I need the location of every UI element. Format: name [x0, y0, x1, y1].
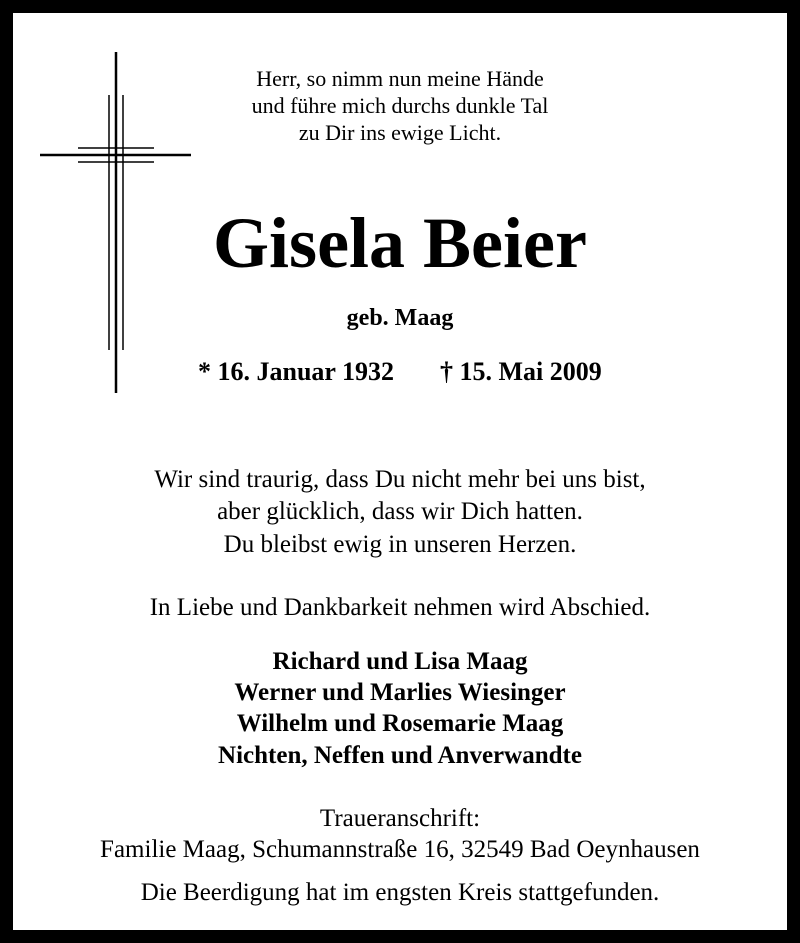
verse-line-1: Herr, so nimm nun meine Hände — [256, 66, 544, 91]
farewell-line: In Liebe und Dankbarkeit nehmen wird Abschied. — [149, 594, 651, 621]
funeral-note: Die Beerdigung hat im engsten Kreis stattgefunden. — [140, 879, 660, 906]
date-died: † 15. Mai 2009 — [440, 357, 602, 386]
date-born: * 16. Januar 1932 — [198, 357, 394, 386]
deceased-name: Gisela Beier — [213, 203, 587, 283]
birth-name: geb. Maag — [346, 305, 454, 331]
mourner-2: Werner und Marlies Wiesinger — [234, 679, 566, 706]
message-line-1: Wir sind traurig, dass Du nicht mehr bei uns bist, — [154, 466, 646, 493]
verse-line-3: zu Dir ins ewige Licht. — [298, 120, 502, 145]
address-label: Traueranschrift: — [319, 805, 481, 832]
address: Familie Maag, Schumannstraße 16, 32549 Bad Oeynhausen — [100, 836, 700, 863]
mourner-4: Nichten, Neffen und Anverwandte — [218, 742, 582, 769]
message-line-3: Du bleibst ewig in unseren Herzen. — [223, 531, 577, 558]
mourner-1: Richard und Lisa Maag — [272, 648, 528, 675]
verse-line-2: und führe mich durchs dunkle Tal — [251, 93, 549, 118]
mourner-3: Wilhelm und Rosemarie Maag — [236, 710, 564, 737]
message-line-2: aber glücklich, dass wir Dich hatten. — [217, 498, 583, 525]
